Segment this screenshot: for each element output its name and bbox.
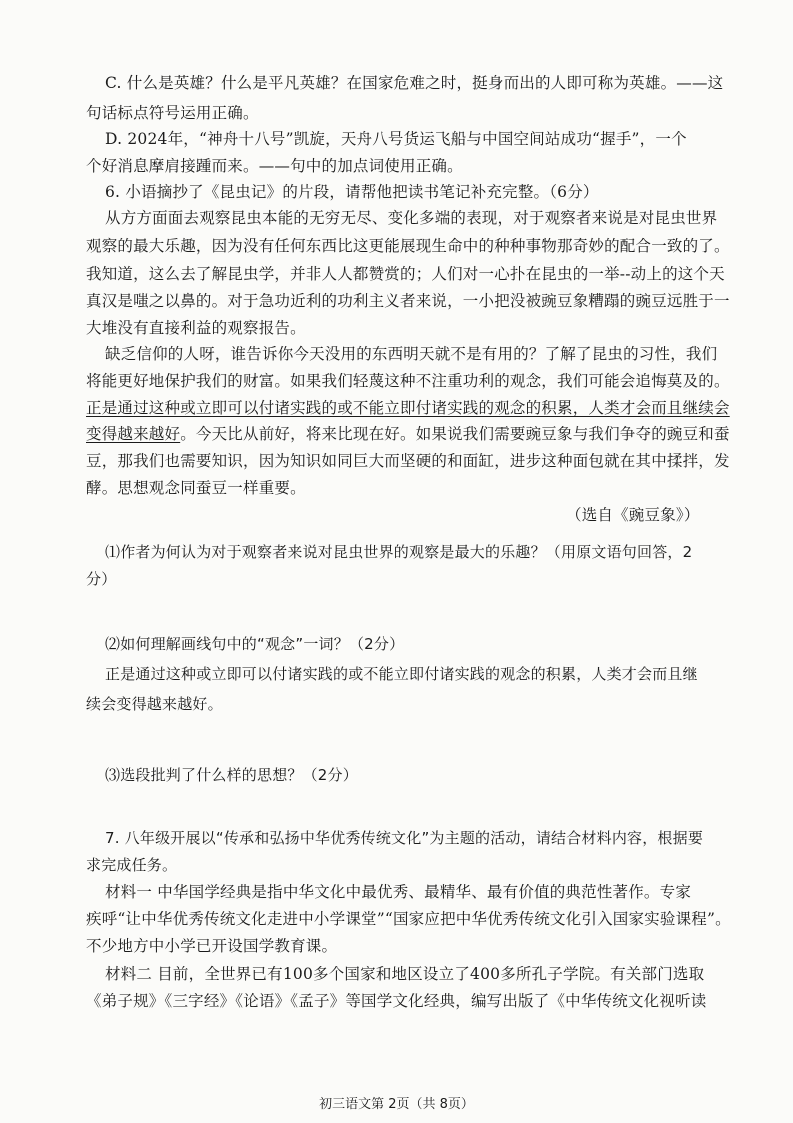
passage-p2-line (86, 424, 730, 444)
material-1-line: 不少地方中小学已开设国学教育课。 (86, 937, 338, 955)
passage-p2-line: 将能更好地保护我们的财富。如果我们轻蔑这种不注重功利的观念，我们可能会追悔莫及的。 (86, 372, 730, 390)
sub-question-1-cont: 分） (86, 570, 117, 588)
sub-question-2-quote: 正是通过这种或立即可以付诸实践的或不能立即付诸实践的观念的积累，人类才会而且继 (105, 665, 698, 683)
passage-p1-line: 从方方面面去观察昆虫本能的无穷无尽、变化多端的表现，对于观察者来说是对昆虫世界 (105, 209, 718, 227)
underlined-sentence: 正是通过这种或立即可以付诸实践的或不能立即付诸实践的观念的积累，人类才会而且继续会 (86, 399, 730, 417)
question-7-title-cont: 求完成任务。 (86, 856, 178, 874)
passage-p1-line: 真汉是嗤之以鼻的。对于急功近利的功利主义者来说，一小把没被豌豆象糟蹋的豌豆远胜于一 (86, 292, 730, 310)
passage-p1-line: 大堆没有直接利益的观察报告。 (86, 319, 306, 337)
passage-p2-line-rest: 。今天比从前好，将来比现在好。如果说我们需要豌豆象与我们争夺的豌豆和蚕 (180, 425, 730, 443)
option-c-line-1: C. 什么是英雄？什么是平凡英雄？在国家危难之时，挺身而出的人即可称为英雄。——这 (105, 74, 724, 92)
sub-question-1: ⑴作者为何认为对于观察者来说对昆虫世界的观察是最大的乐趣？（用原文语句回答，2 (105, 543, 693, 561)
sub-question-2: ⑵如何理解画线句中的“观念”一词？（2分） (105, 635, 405, 653)
passage-p2-line: 豆，那我们也需要知识，因为知识如同巨大而坚硬的和面缸，进步这种面包就在其中揉拌，发 (86, 452, 730, 470)
option-d-line-1: D. 2024年，“神舟十八号”凯旋，天舟八号货运飞船与中国空间站成功“握手”，一个 (105, 130, 687, 148)
passage-p2-line: 缺乏信仰的人呀，谁告诉你今天没用的东西明天就不是有用的？了解了昆虫的习性，我们 (105, 345, 718, 363)
sub-question-2-quote: 续会变得越来越好。 (86, 695, 223, 713)
passage-p2-line: 酵。思想观念同蚕豆一样重要。 (86, 479, 306, 497)
material-1-line: 疾呼“让中华优秀传统文化走进中小学课堂”“国家应把中华优秀传统文化引入国家实验课程”。 (86, 910, 731, 928)
material-1-line: 材料一 中华国学经典是指中华文化中最优秀、最精华、最有价值的典范性著作。专家 (105, 883, 692, 901)
material-2-line: 材料二 目前，全世界已有100多个国家和地区设立了400多所孔子学院。有关部门选取 (105, 965, 705, 983)
page-footer: 初三语文第 2页（共 8页） (319, 1097, 474, 1112)
option-d-line-2: 个好消息摩肩接踵而来。——句中的加点词使用正确。 (86, 157, 463, 175)
question-6-title: 6. 小语摘抄了《昆虫记》的片段，请帮他把读书笔记补充完整。（6分） (105, 183, 599, 201)
passage-p1-line: 观察的最大乐趣，因为没有任何东西比这更能展现生命中的种种事物那奇妙的配合一致的了。 (86, 237, 730, 255)
passage-p1-line: 我知道，这么去了解昆虫学，并非人人都赞赏的；人们对一心扑在昆虫的一举--动上的这个天 (86, 265, 725, 283)
question-7-title: 7. 八年级开展以“传承和弘扬中华优秀传统文化”为主题的活动，请结合材料内容，根据要 (105, 829, 704, 847)
underlined-sentence-end: 变得越来越好 (86, 425, 181, 443)
option-c-line-2: 句话标点符号运用正确。 (86, 104, 259, 122)
sub-question-3: ⑶选段批判了什么样的思想？（2分） (105, 766, 358, 784)
passage-source: （选自《豌豆象》） (566, 506, 700, 524)
material-2-line: 《弟子规》《三字经》《论语》《孟子》等国学文化经典，编写出版了《中华传统文化视听读 (86, 992, 707, 1010)
